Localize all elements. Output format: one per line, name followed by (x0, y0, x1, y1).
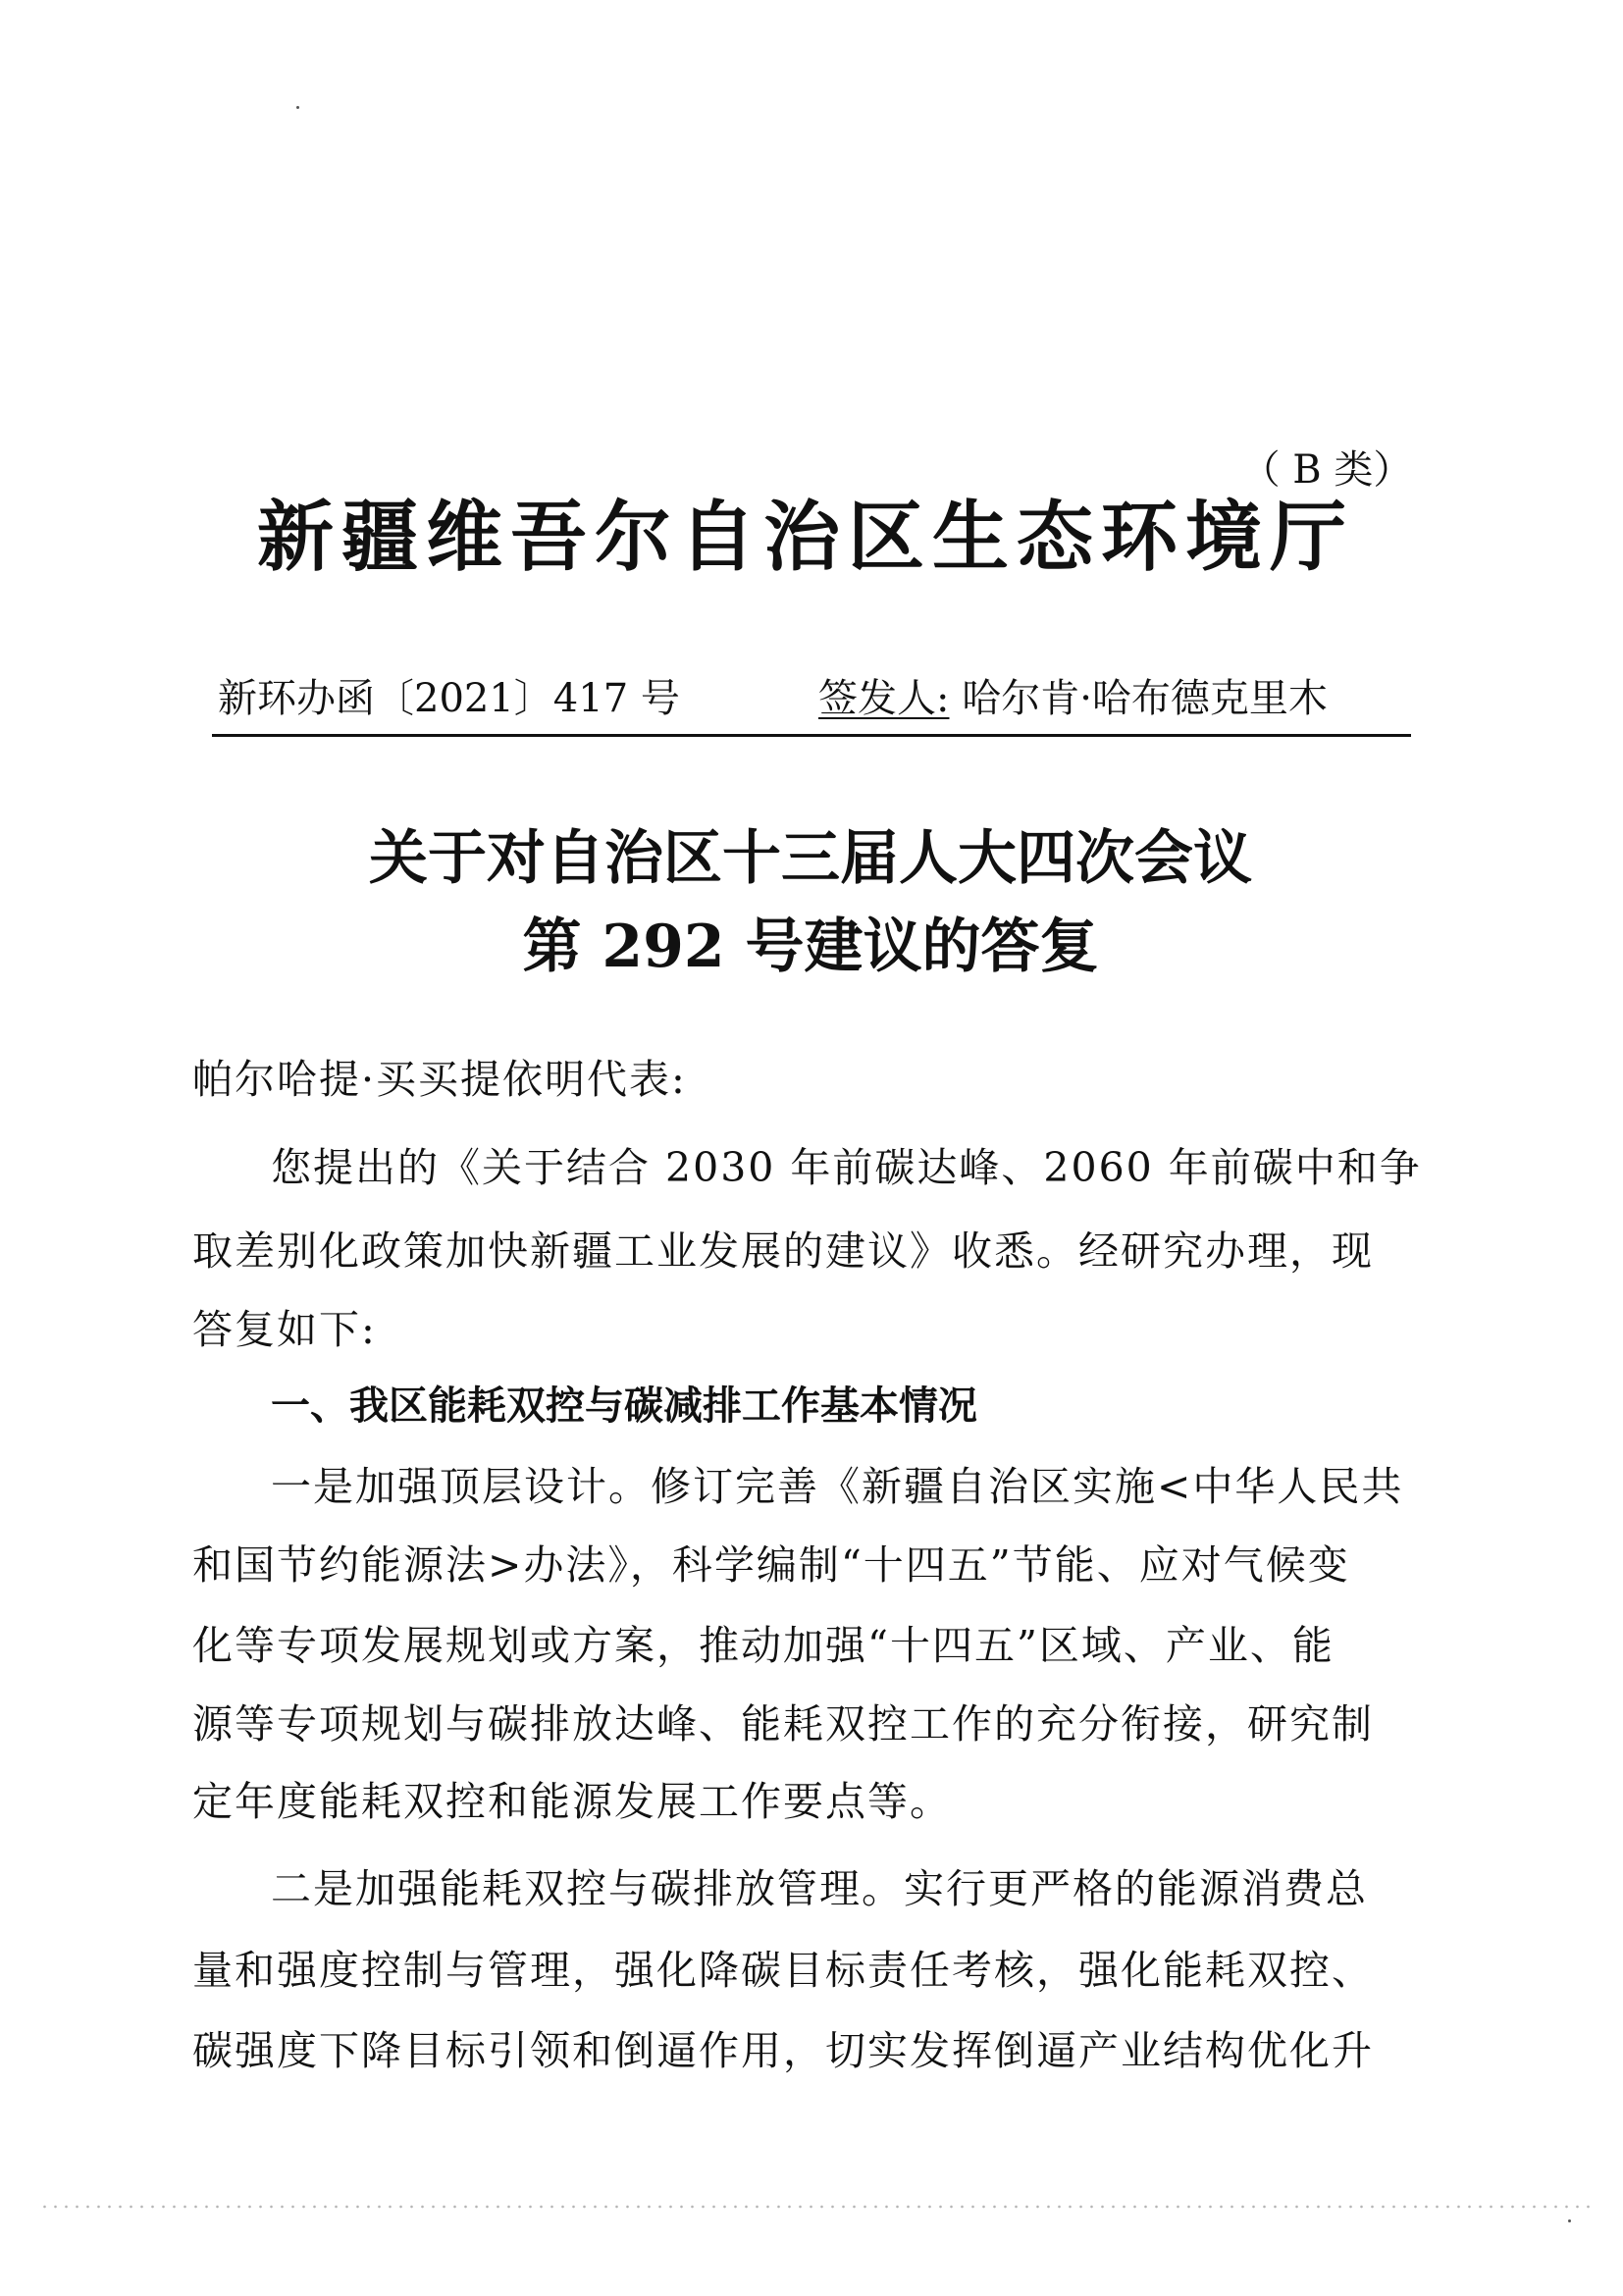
paragraph-line: 碳强度下降目标引领和倒逼作用，切实发挥倒逼产业结构优化升 (192, 2027, 1374, 2074)
scan-speck (296, 106, 299, 109)
signer-name: 哈尔肯·哈布德克里木 (962, 676, 1328, 721)
section-heading: 一、我区能耗双控与碳减排工作基本情况 (271, 1383, 977, 1429)
issuing-agency-header: 新疆维吾尔自治区生态环境厅 (257, 494, 1355, 582)
header-rule (212, 734, 1411, 737)
paragraph-line: 量和强度控制与管理，强化降碳目标责任考核，强化能耗双控、 (192, 1947, 1374, 1994)
intro-line: 取差别化政策加快新疆工业发展的建议》收悉。经研究办理，现 (192, 1227, 1374, 1275)
document-number: 新环办函〔2021〕417 号 (218, 676, 680, 721)
document-title-line-1: 关于对自治区十三届人大四次会议 (369, 824, 1252, 893)
paragraph-line: 定年度能耗双控和能源发展工作要点等。 (192, 1778, 952, 1825)
intro-line: 答复如下: (192, 1306, 377, 1353)
paragraph-line: 化等专项发展规划或方案，推动加强“十四五”区域、产业、能 (192, 1622, 1335, 1669)
salutation: 帕尔哈提·买买提依明代表: (192, 1056, 687, 1103)
classification-mark: （ B 类） (1240, 447, 1413, 493)
paragraph-line: 源等专项规划与碳排放达峰、能耗双控工作的充分衔接，研究制 (192, 1700, 1374, 1748)
paragraph-line: 一是加强顶层设计。修订完善《新疆自治区实施<中华人民共 (271, 1463, 1404, 1510)
document-meta-row (212, 667, 1409, 730)
signer-label: 签发人: (818, 676, 950, 721)
intro-line: 您提出的《关于结合 2030 年前碳达峰、2060 年前碳中和争 (271, 1144, 1422, 1191)
paragraph-line: 二是加强能耗双控与碳排放管理。实行更严格的能源消费总 (271, 1865, 1368, 1912)
scan-noise (39, 2203, 1590, 2211)
document-title-line-2: 第 292 号建议的答复 (522, 913, 1099, 981)
paragraph-line: 和国节约能源法>办法》，科学编制“十四五”节能、应对气候变 (192, 1541, 1350, 1589)
signer (818, 667, 1328, 730)
scan-speck (1568, 2219, 1571, 2222)
